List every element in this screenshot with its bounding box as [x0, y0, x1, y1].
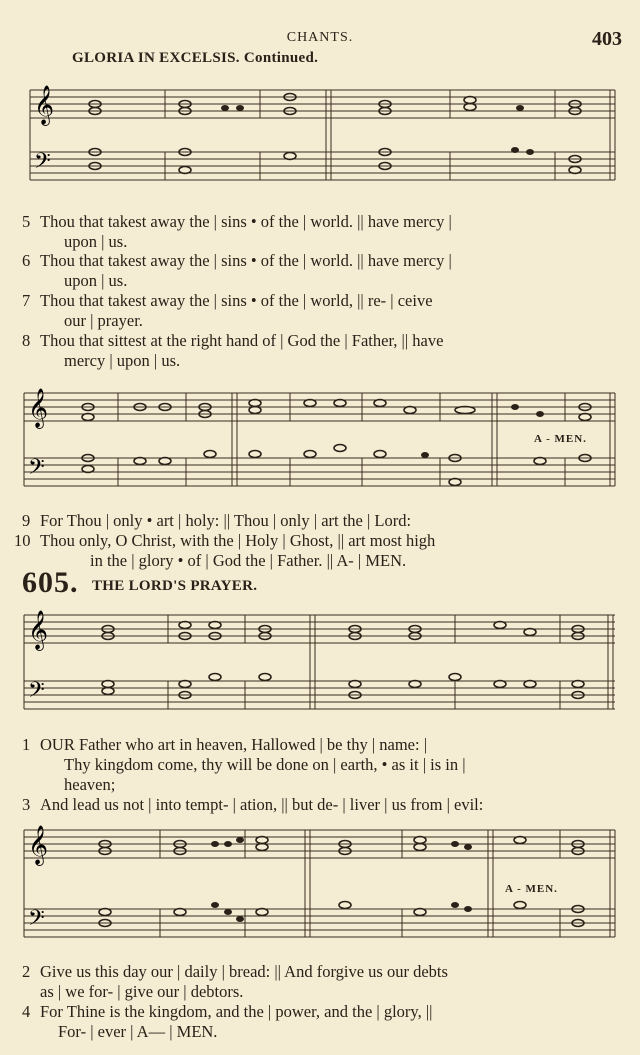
amen-label-2: A - MEN.: [505, 883, 558, 895]
gloria-verse-6: 6 Thou that takest away the | sins • of the | world. || have mercy | upon | us.: [22, 251, 452, 290]
hymn-number: 605.: [22, 566, 79, 599]
treble-clef-icon: 𝄞: [28, 827, 49, 864]
gloria-title: GLORIA IN EXCELSIS. Continued.: [72, 50, 319, 66]
bass-clef-icon: 𝄢: [28, 455, 45, 484]
prayer-verse-3: 3 And lead us not | into tempt- | ation, || but de- | liver | us from | evil:: [22, 795, 484, 814]
bass-clef-icon: 𝄢: [28, 906, 45, 935]
prayer-verse-2: 2 Give us this day our | daily | bread: || And forgive us our debts as | we for- | give our | debtors.: [22, 962, 448, 1001]
page-number: 403: [592, 28, 622, 50]
gloria-verse-10: 10 Thou only, O Christ, with the | Holy | Ghost, || art most high in the | glory • of | God the | Father. || A- | MEN.: [14, 531, 436, 570]
running-head: CHANTS.: [286, 30, 354, 45]
gloria-verse-8: 8 Thou that sittest at the right hand of | God the | Father, || have mercy | upon | us.: [22, 331, 444, 370]
gloria-verse-5: 5 Thou that takest away the | sins • of the | world. || have mercy | upon | us.: [22, 212, 452, 251]
gloria-verse-7: 7 Thou that takest away the | sins • of the | world, || re- | ceive our | prayer.: [22, 291, 433, 330]
treble-clef-icon: 𝄞: [28, 612, 49, 649]
music-score-3: [0, 605, 640, 720]
gloria-verse-9: 9 For Thou | only • art | holy: || Thou | only | art the | Lord:: [22, 511, 412, 530]
prayer-verse-4: 4 For Thine is the kingdom, and the | power, and the | glory, || For- | ever | A— | MEN.: [22, 1002, 433, 1041]
bass-clef-icon: 𝄢: [28, 678, 45, 707]
lords-prayer-title: THE LORD'S PRAYER.: [92, 578, 258, 594]
prayer-verse-1: 1 OUR Father who art in heaven, Hallowed | be thy | name: | Thy kingdom come, thy will be done on | earth, • as it | is in | heaven;: [22, 735, 466, 794]
bass-clef-icon: 𝄢: [34, 149, 51, 178]
amen-label-1: A - MEN.: [534, 433, 587, 445]
treble-clef-icon: 𝄞: [34, 87, 55, 124]
treble-clef-icon: 𝄞: [28, 390, 49, 427]
music-score-1: [0, 70, 640, 190]
